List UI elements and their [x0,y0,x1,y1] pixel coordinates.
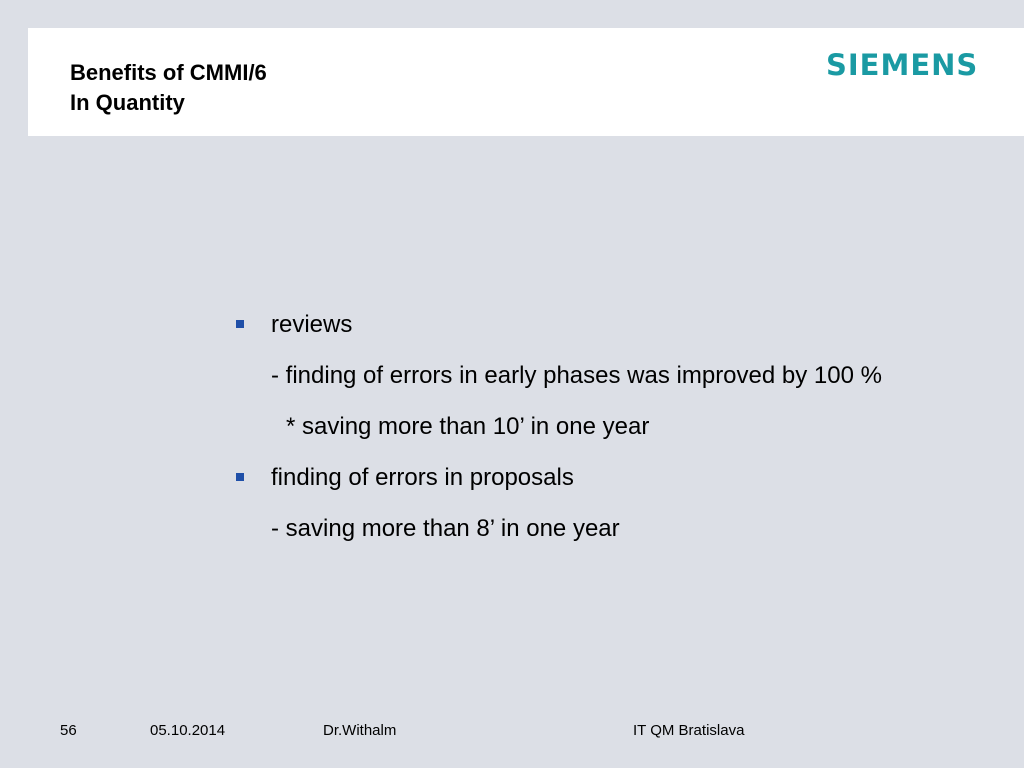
list-item-label: reviews [271,311,353,338]
square-bullet-icon [236,320,244,328]
list-item-detail-text: - finding of errors in early phases was improved by 100 % [271,362,882,389]
list-item-detail-text: - saving more than 8’ in one year [271,515,620,542]
siemens-logo: SIEMENS [826,48,979,82]
slide-title-line1: Benefits of CMMI/6 [70,60,267,85]
footer-page-number: 56 [60,722,77,739]
footer-date: 05.10.2014 [150,722,226,739]
list-item-subdetail-text: * saving more than 10’ in one year [286,413,650,440]
list-item-proposals [232,459,1012,510]
list-item-detail [232,510,1012,561]
slide-title [70,58,267,118]
list-item-label: finding of errors in proposals [271,464,574,491]
footer-author: Dr.Withalm [323,722,397,739]
bullet-list [232,306,1012,561]
footer-department: IT QM Bratislava [633,722,745,739]
square-bullet-icon [236,473,244,481]
list-item-detail [232,357,1012,408]
slide-title-line2: In Quantity [70,90,185,115]
list-item-subdetail [232,408,1012,459]
list-item-reviews [232,306,1012,357]
